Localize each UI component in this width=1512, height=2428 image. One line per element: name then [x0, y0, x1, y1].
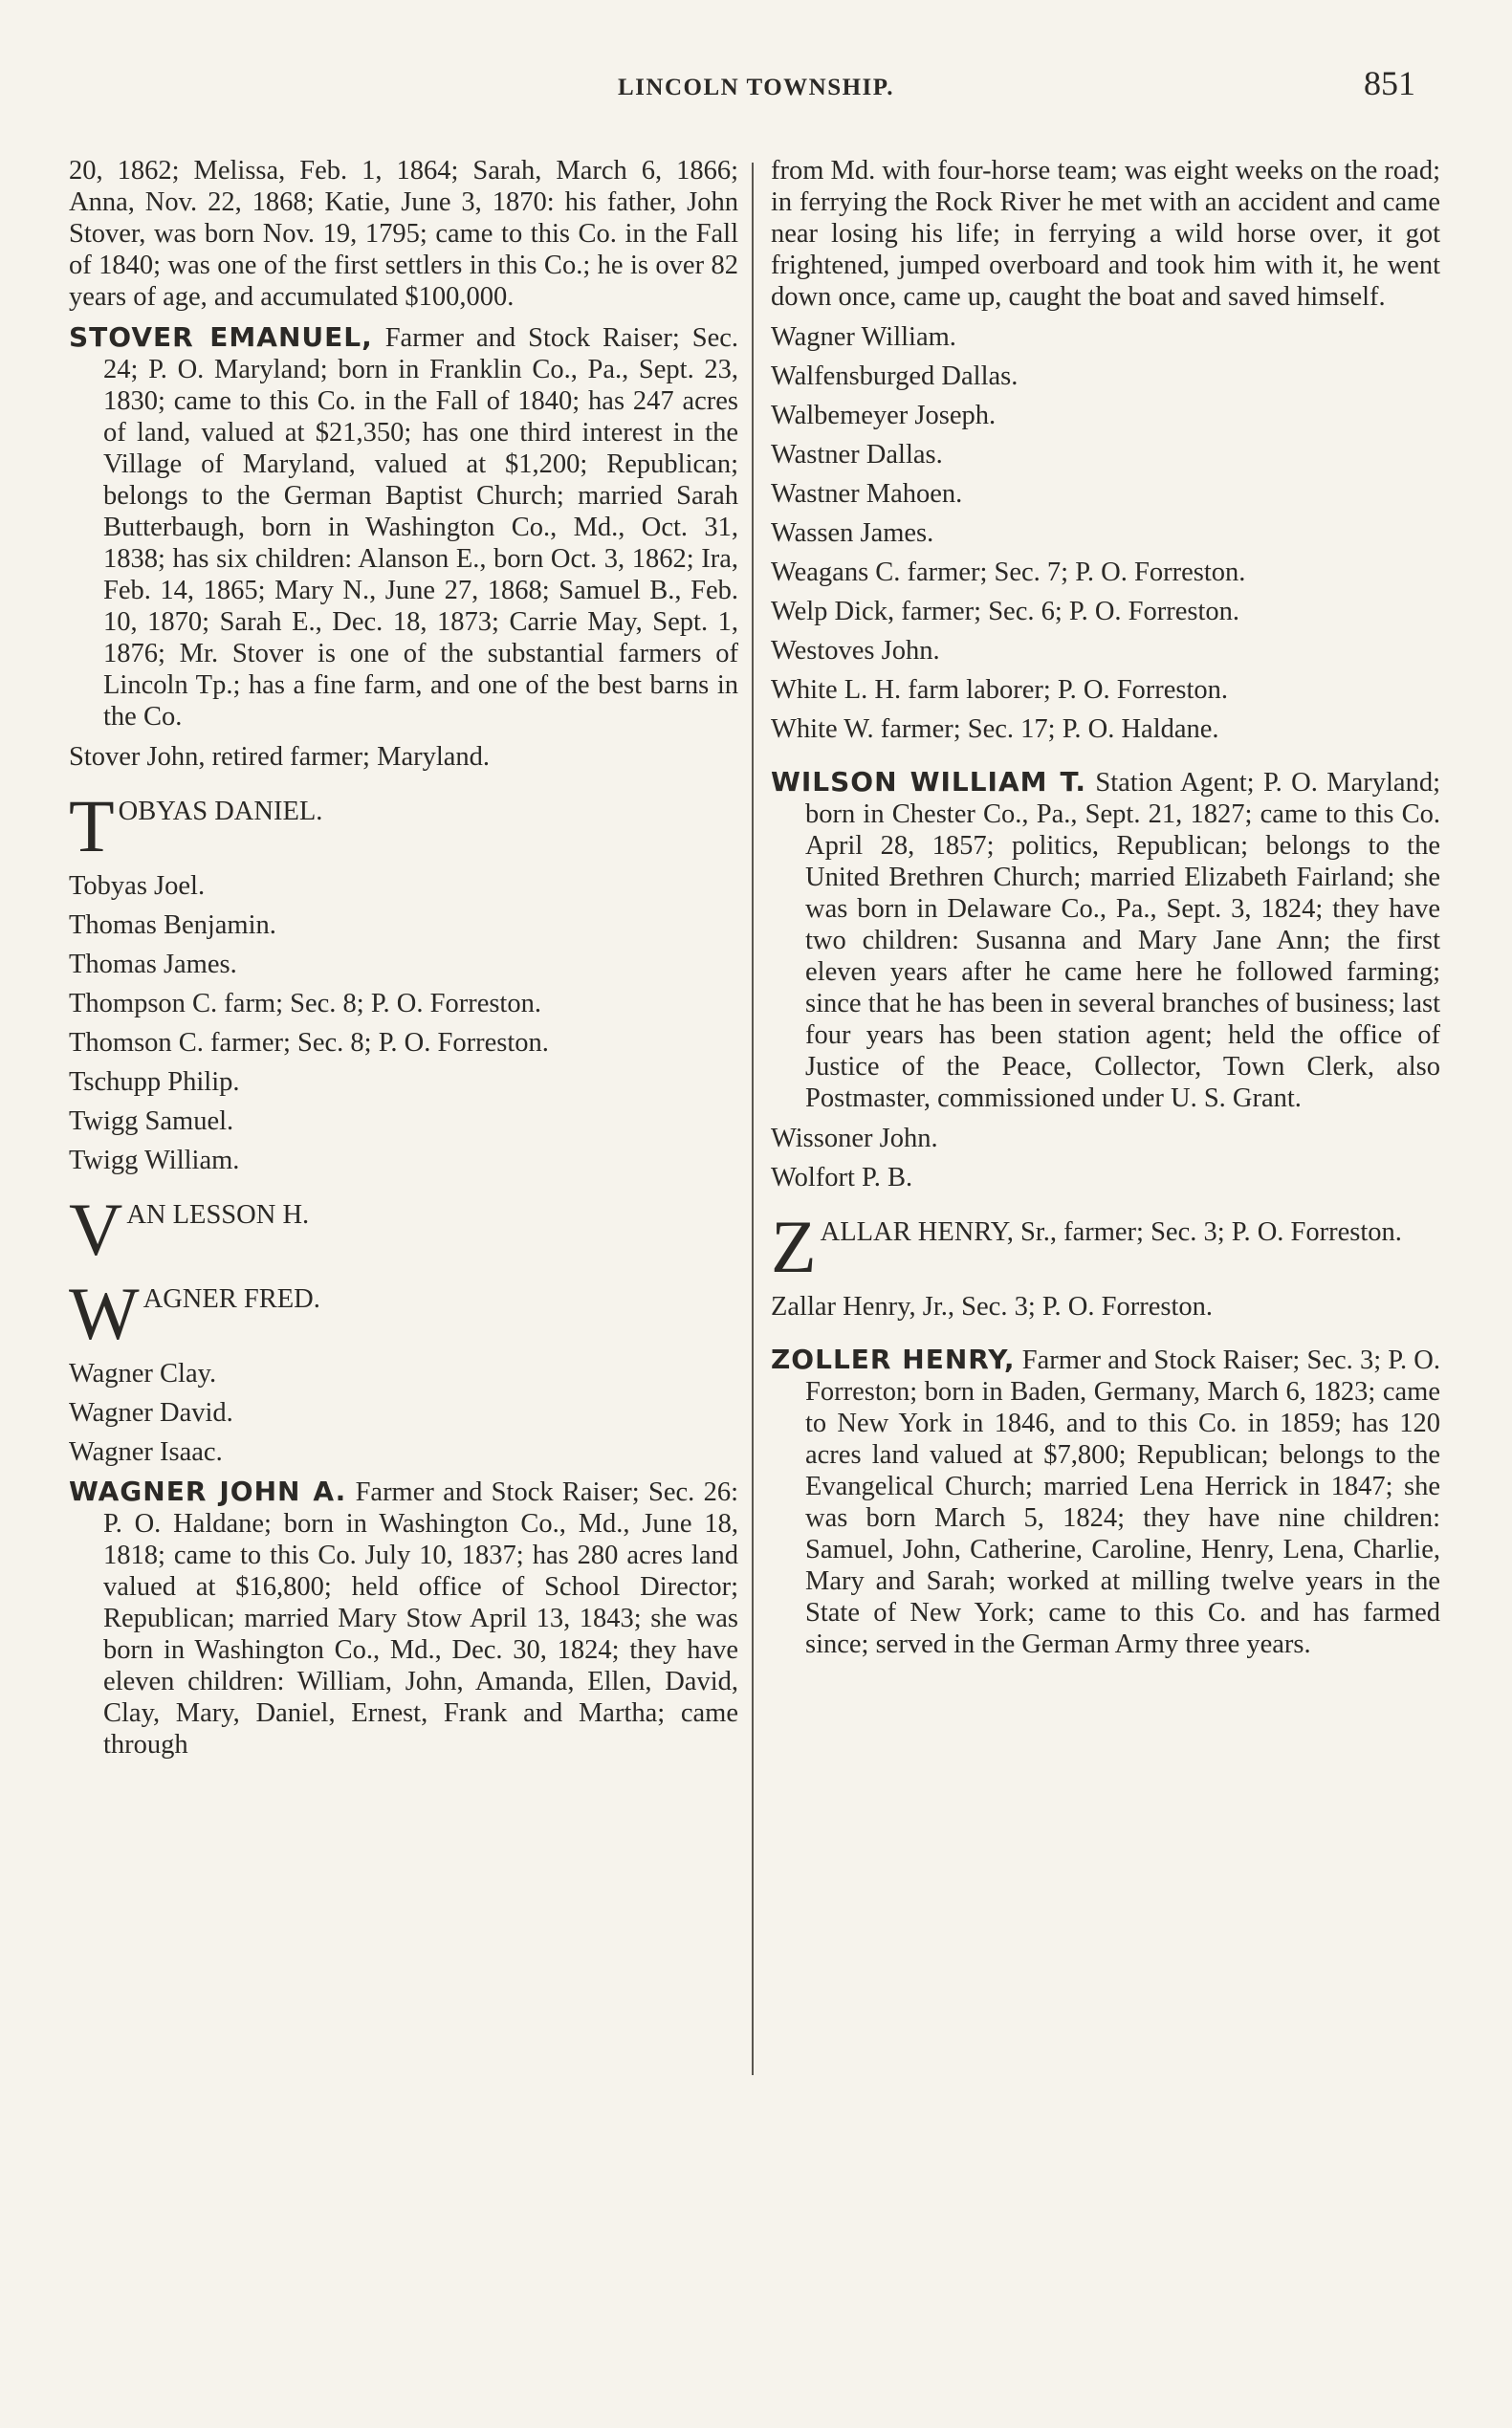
- list-item: Thomson C. farmer; Sec. 8; P. O. Forreston.: [69, 1028, 549, 1058]
- list-item: Welp Dick, farmer; Sec. 6; P. O. Forreston.: [771, 597, 1240, 626]
- dropcap-text: AN LESSON H.: [126, 1200, 310, 1230]
- bio-text: Farmer and Stock Raiser; Sec. 26: P. O. Haldane; born in Washington Co., Md., June 18, 1818; came to this Co. July 10, 1837; has 280 acres land valued at $16,800; held office of School Director; Republican; married Mary Stow April 13, 1843; she was born in Washington Co., Md., Dec. 30, 1824; they have eleven children: William, John, Amanda, Ellen, David, Clay, Mary, Daniel, Ernest, Frank and Martha; came through: [103, 1477, 739, 1760]
- page-number: 851: [1364, 64, 1415, 102]
- left-column: [69, 155, 738, 1769]
- dropcap-text: AGNER FRED.: [142, 1284, 320, 1314]
- continued-entry: from Md. with four-horse team; was eight weeks on the road; in ferrying the Rock River he met with an accident and came near losing his life; in ferrying a wild horse over, it got frightened, jumped overboard and took him with it, he went down once, came up, caught the boat and saved himself.: [771, 156, 1440, 312]
- running-header: LINCOLN TOWNSHIP.: [617, 75, 894, 100]
- dropcap-text: ALLAR HENRY, Sr., farmer; Sec. 3; P. O. Forreston.: [820, 1217, 1402, 1247]
- bio-entry-stover-emanuel: [69, 321, 738, 733]
- list-item: Wassen James.: [771, 518, 934, 548]
- drop-cap: V: [69, 1188, 123, 1271]
- list-item: Wagner Clay.: [69, 1359, 217, 1389]
- dropcap-entry-tobyas: [69, 784, 738, 867]
- bio-name: WAGNER JOHN A.: [69, 1476, 347, 1507]
- dropcap-entry-wagner-fred: [69, 1272, 738, 1355]
- list-item: Zallar Henry, Jr., Sec. 3; P. O. Forreston.: [771, 1292, 1213, 1322]
- list-item: Westoves John.: [771, 636, 940, 666]
- list-item: Thomas Benjamin.: [69, 910, 276, 940]
- list-item: White L. H. farm laborer; P. O. Forreston.: [771, 675, 1229, 705]
- dropcap-entry-van-lesson: [69, 1188, 738, 1271]
- dropcap-entry-zallar-sr: [771, 1205, 1440, 1288]
- drop-cap: W: [69, 1272, 140, 1355]
- list-item: Stover John, retired farmer; Maryland.: [69, 742, 491, 772]
- bio-name: STOVER EMANUEL,: [69, 321, 373, 353]
- list-item: Wissoner John.: [771, 1124, 938, 1153]
- list-item: Twigg Samuel.: [69, 1106, 234, 1136]
- list-item: White W. farmer; Sec. 17; P. O. Haldane.: [771, 714, 1219, 744]
- drop-cap: Z: [771, 1205, 817, 1288]
- list-item: Tschupp Philip.: [69, 1067, 240, 1097]
- list-item: Wolfort P. B.: [771, 1163, 913, 1192]
- list-item: Walbemeyer Joseph.: [771, 401, 997, 430]
- list-item: Wagner David.: [69, 1398, 233, 1428]
- bio-entry-wilson-william: [771, 766, 1440, 1114]
- list-item: Weagans C. farmer; Sec. 7; P. O. Forreston.: [771, 558, 1246, 587]
- bio-text: Station Agent; P. O. Maryland; born in Chester Co., Pa., Sept. 21, 1827; came to this Co. April 28, 1857; politics, Republican; belongs to the United Brethren Church; married Elizabeth Fairland; she was born in Delaware Co., Pa., Sept. 3, 1824; they have two children: Susanna and Mary Jane Ann; the first eleven years after he came here he followed farming; since that he has been in several branches of business; last four years has been station agent; held the office of Justice of the Peace, Collector, Town Clerk, also Postmaster, commissioned under U. S. Grant.: [805, 768, 1440, 1113]
- list-item: Twigg William.: [69, 1146, 240, 1175]
- right-column: [771, 155, 1440, 1669]
- bio-text: Farmer and Stock Raiser; Sec. 3; P. O. Forreston; born in Baden, Germany, March 6, 1823; came to New York in 1846, and to this Co. in 1859; has 120 acres land valued at $7,800; Republican; belongs to the Evangelical Church; married Lena Herrick in 1847; she was born March 5, 1824; they have nine children: Samuel, John, Catherine, Caroline, Henry, Lena, Charlie, Mary and Sarah; worked at milling twelve years in the State of New York; came to this Co. and has farmed since; served in the German Army three years.: [805, 1345, 1440, 1659]
- list-item: Walfensburged Dallas.: [771, 361, 1019, 391]
- list-item: Thomas James.: [69, 950, 237, 979]
- bio-name: ZOLLER HENRY,: [771, 1344, 1016, 1375]
- continued-entry: 20, 1862; Melissa, Feb. 1, 1864; Sarah, March 6, 1866; Anna, Nov. 22, 1868; Katie, June 3, 1870: his father, John Stover, was born Nov. 19, 1795; came to this Co. in the Fall of 1840; was one of the first settlers in this Co.; he is over 82 years of age, and accumulated $100,000.: [69, 156, 738, 312]
- list-item: Wagner William.: [771, 322, 956, 352]
- column-divider: [752, 163, 754, 2075]
- dropcap-text: OBYAS DANIEL.: [118, 797, 323, 826]
- list-item: Wastner Dallas.: [771, 440, 943, 470]
- bio-text: Farmer and Stock Raiser; Sec. 24; P. O. Maryland; born in Franklin Co., Pa., Sept. 23, 1830; came to this Co. in the Fall of 1840; has 247 acres of land, valued at $21,350; has one third interest in the Village of Maryland, valued at $1,200; Republican; belongs to the German Baptist Church; married Sarah Butterbaugh, born in Washington Co., Md., Oct. 31, 1838; has six children: Alanson E., born Oct. 3, 1862; Ira, Feb. 14, 1865; Mary N., June 27, 1868; Samuel B., Feb. 10, 1870; Sarah E., Dec. 18, 1873; Carrie May, Sept. 1, 1876; Mr. Stover is one of the substantial farmers of Lincoln Tp.; has a fine farm, and one of the best barns in the Co.: [103, 323, 738, 732]
- list-item: Tobyas Joel.: [69, 871, 206, 901]
- bio-entry-zoller-henry: [771, 1344, 1440, 1660]
- bio-entry-wagner-john: [69, 1476, 738, 1761]
- bio-name: WILSON WILLIAM T.: [771, 766, 1087, 798]
- drop-cap: T: [69, 784, 115, 867]
- list-item: Wastner Mahoen.: [771, 479, 963, 509]
- list-item: Wagner Isaac.: [69, 1437, 223, 1467]
- list-item: Thompson C. farm; Sec. 8; P. O. Forreston.: [69, 989, 541, 1018]
